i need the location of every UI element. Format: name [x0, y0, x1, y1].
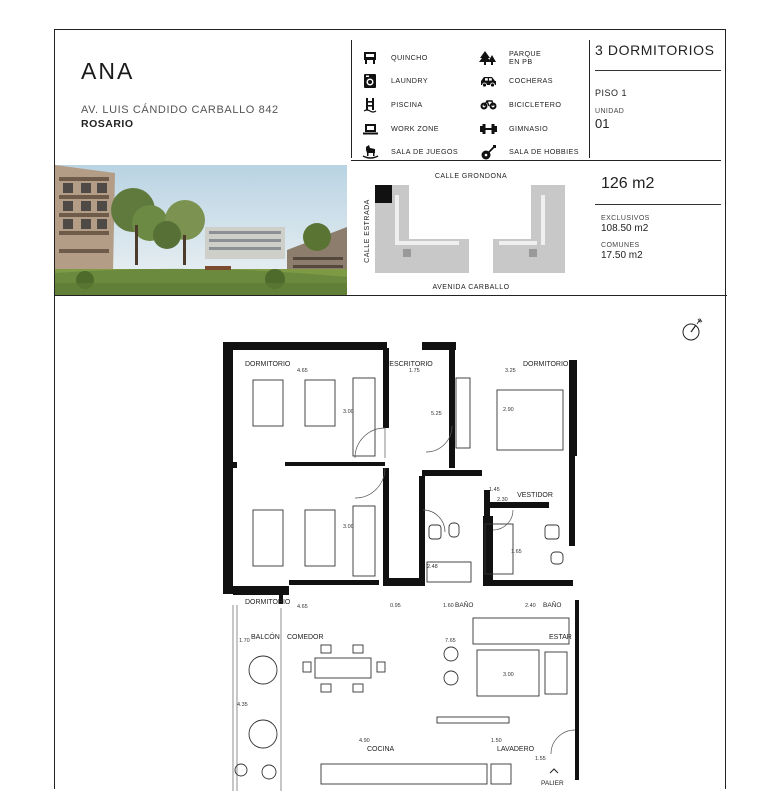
north-arrow-icon: [681, 316, 707, 347]
amenities-divider-left: [351, 40, 352, 158]
street-bottom-label: AVENIDA CARBALLO: [432, 284, 510, 291]
unit-summary: [595, 42, 721, 131]
amenity-label: GIMNASIO: [509, 123, 549, 133]
washing-machine-icon: [362, 74, 378, 88]
amenity-label: COCHERAS: [509, 76, 553, 86]
room-label-kitchen: COCINA: [367, 746, 395, 753]
car-icon: [480, 74, 496, 88]
room-label-bath1: BAÑO: [455, 602, 474, 609]
header-divider: [351, 160, 721, 161]
project-city: ROSARIO: [81, 118, 134, 130]
amenity-label: PISCINA: [391, 99, 423, 109]
dim-balcony-w: 1.70: [239, 638, 250, 644]
amenity-parque: [480, 46, 600, 70]
common-area-label: COMUNES: [601, 242, 640, 249]
dim-d3-h: 2.90: [503, 407, 514, 413]
room-label-laundry: LAVADERO: [497, 746, 535, 753]
amenity-bicicletero: [480, 93, 600, 117]
room-label-bath2: BAÑO: [543, 602, 562, 609]
area-summary: [595, 165, 721, 261]
amenity-label: SALA DE JUEGOS: [391, 147, 459, 157]
exclusive-area-label: EXCLUSIVOS: [601, 215, 650, 222]
total-area: 126 m2: [595, 165, 721, 205]
exclusive-area: 108.50 m2: [601, 223, 649, 234]
amenity-laundry: [362, 70, 482, 94]
bicycle-icon: [480, 98, 496, 112]
section-divider: [55, 295, 727, 296]
project-address: AV. LUIS CÁNDIDO CARBALLO 842: [81, 104, 279, 116]
amenity-label: QUINCHO: [391, 52, 428, 62]
dim-b2a: 1.65: [511, 549, 522, 555]
dim-d2-h: 3.00: [343, 524, 354, 530]
amenity-quincho: [362, 46, 482, 70]
dim-corridor: 0.95: [390, 603, 401, 609]
trees-icon: [480, 51, 496, 65]
dim-ves-h: 1.45: [489, 487, 500, 493]
dim-b2b: 2.40: [525, 603, 536, 609]
room-label-landing: PALIER: [541, 780, 564, 787]
dim-d2-w: 4.65: [297, 604, 308, 610]
floor-plan: [219, 340, 579, 796]
room-label-balcony: BALCÓN: [251, 634, 280, 641]
room-label-dining: COMEDOR: [287, 634, 324, 641]
project-header: [81, 58, 341, 130]
dim-estar: 3.00: [503, 672, 514, 678]
rocking-horse-icon: [362, 145, 378, 159]
amenity-label: BICICLETERO: [509, 99, 562, 109]
dim-living-w: 7.65: [445, 638, 456, 644]
amenity-piscina: [362, 93, 482, 117]
amenity-label: WORK ZONE: [391, 123, 439, 133]
dim-d1-h: 3.00: [343, 409, 354, 415]
dim-kitchen-w: 4.90: [359, 738, 370, 744]
street-left-label: CALLE ESTRADA: [364, 199, 371, 263]
entry-arrow-icon: [550, 769, 558, 773]
site-plan: [353, 165, 589, 295]
amenity-label: LAUNDRY: [391, 76, 429, 86]
amenity-work-zone: [362, 117, 482, 141]
common-area: 17.50 m2: [601, 250, 643, 261]
amenities-column-2: [480, 46, 600, 164]
unit-type: 3 DORMITORIOS: [595, 42, 721, 71]
unit-highlight: [375, 185, 392, 203]
unit-floor: PISO 1: [595, 88, 628, 98]
dim-d1-w: 4.65: [297, 368, 308, 374]
amenity-gimnasio: [480, 117, 600, 141]
guitar-icon: [480, 145, 496, 159]
room-label-living: ESTAR: [549, 634, 572, 641]
grill-icon: [362, 51, 378, 65]
amenities-column-1: [362, 46, 482, 164]
plan-sheet: [54, 29, 726, 789]
dim-d3-w: 3.25: [505, 368, 516, 374]
dim-laundry-w: 1.50: [491, 738, 502, 744]
room-label-bedroom3: DORMITORIO: [523, 361, 569, 368]
laptop-icon: [362, 122, 378, 136]
dim-esc-w: 1.75: [409, 368, 420, 374]
amenity-label: SALA DE HOBBIES: [509, 147, 579, 157]
dumbbell-icon: [480, 122, 496, 136]
street-top-label: CALLE GRONDONA: [434, 173, 508, 180]
room-label-study: ESCRITORIO: [389, 361, 433, 368]
amenity-label: PARQUE EN PB: [509, 48, 542, 66]
building-rendering-image: [55, 165, 347, 295]
dim-ves-w: 2.30: [497, 497, 508, 503]
dim-b1: 1.60: [443, 603, 454, 609]
dim-laundry-h: 1.55: [535, 756, 546, 762]
amenity-cocheras: [480, 70, 600, 94]
dim-balcony-h: 4.35: [237, 702, 248, 708]
dim-esc-h: 5.25: [431, 411, 442, 417]
swimmer-icon: [362, 98, 378, 112]
room-label-bedroom2: DORMITORIO: [245, 599, 291, 606]
unit-number-label: UNIDAD: [595, 108, 625, 115]
unit-number: 01: [595, 116, 610, 131]
room-label-closet: VESTIDOR: [517, 492, 553, 499]
dim-hall: 2.48: [427, 564, 438, 570]
project-name: ANA: [81, 58, 135, 84]
room-label-bedroom1: DORMITORIO: [245, 361, 291, 368]
